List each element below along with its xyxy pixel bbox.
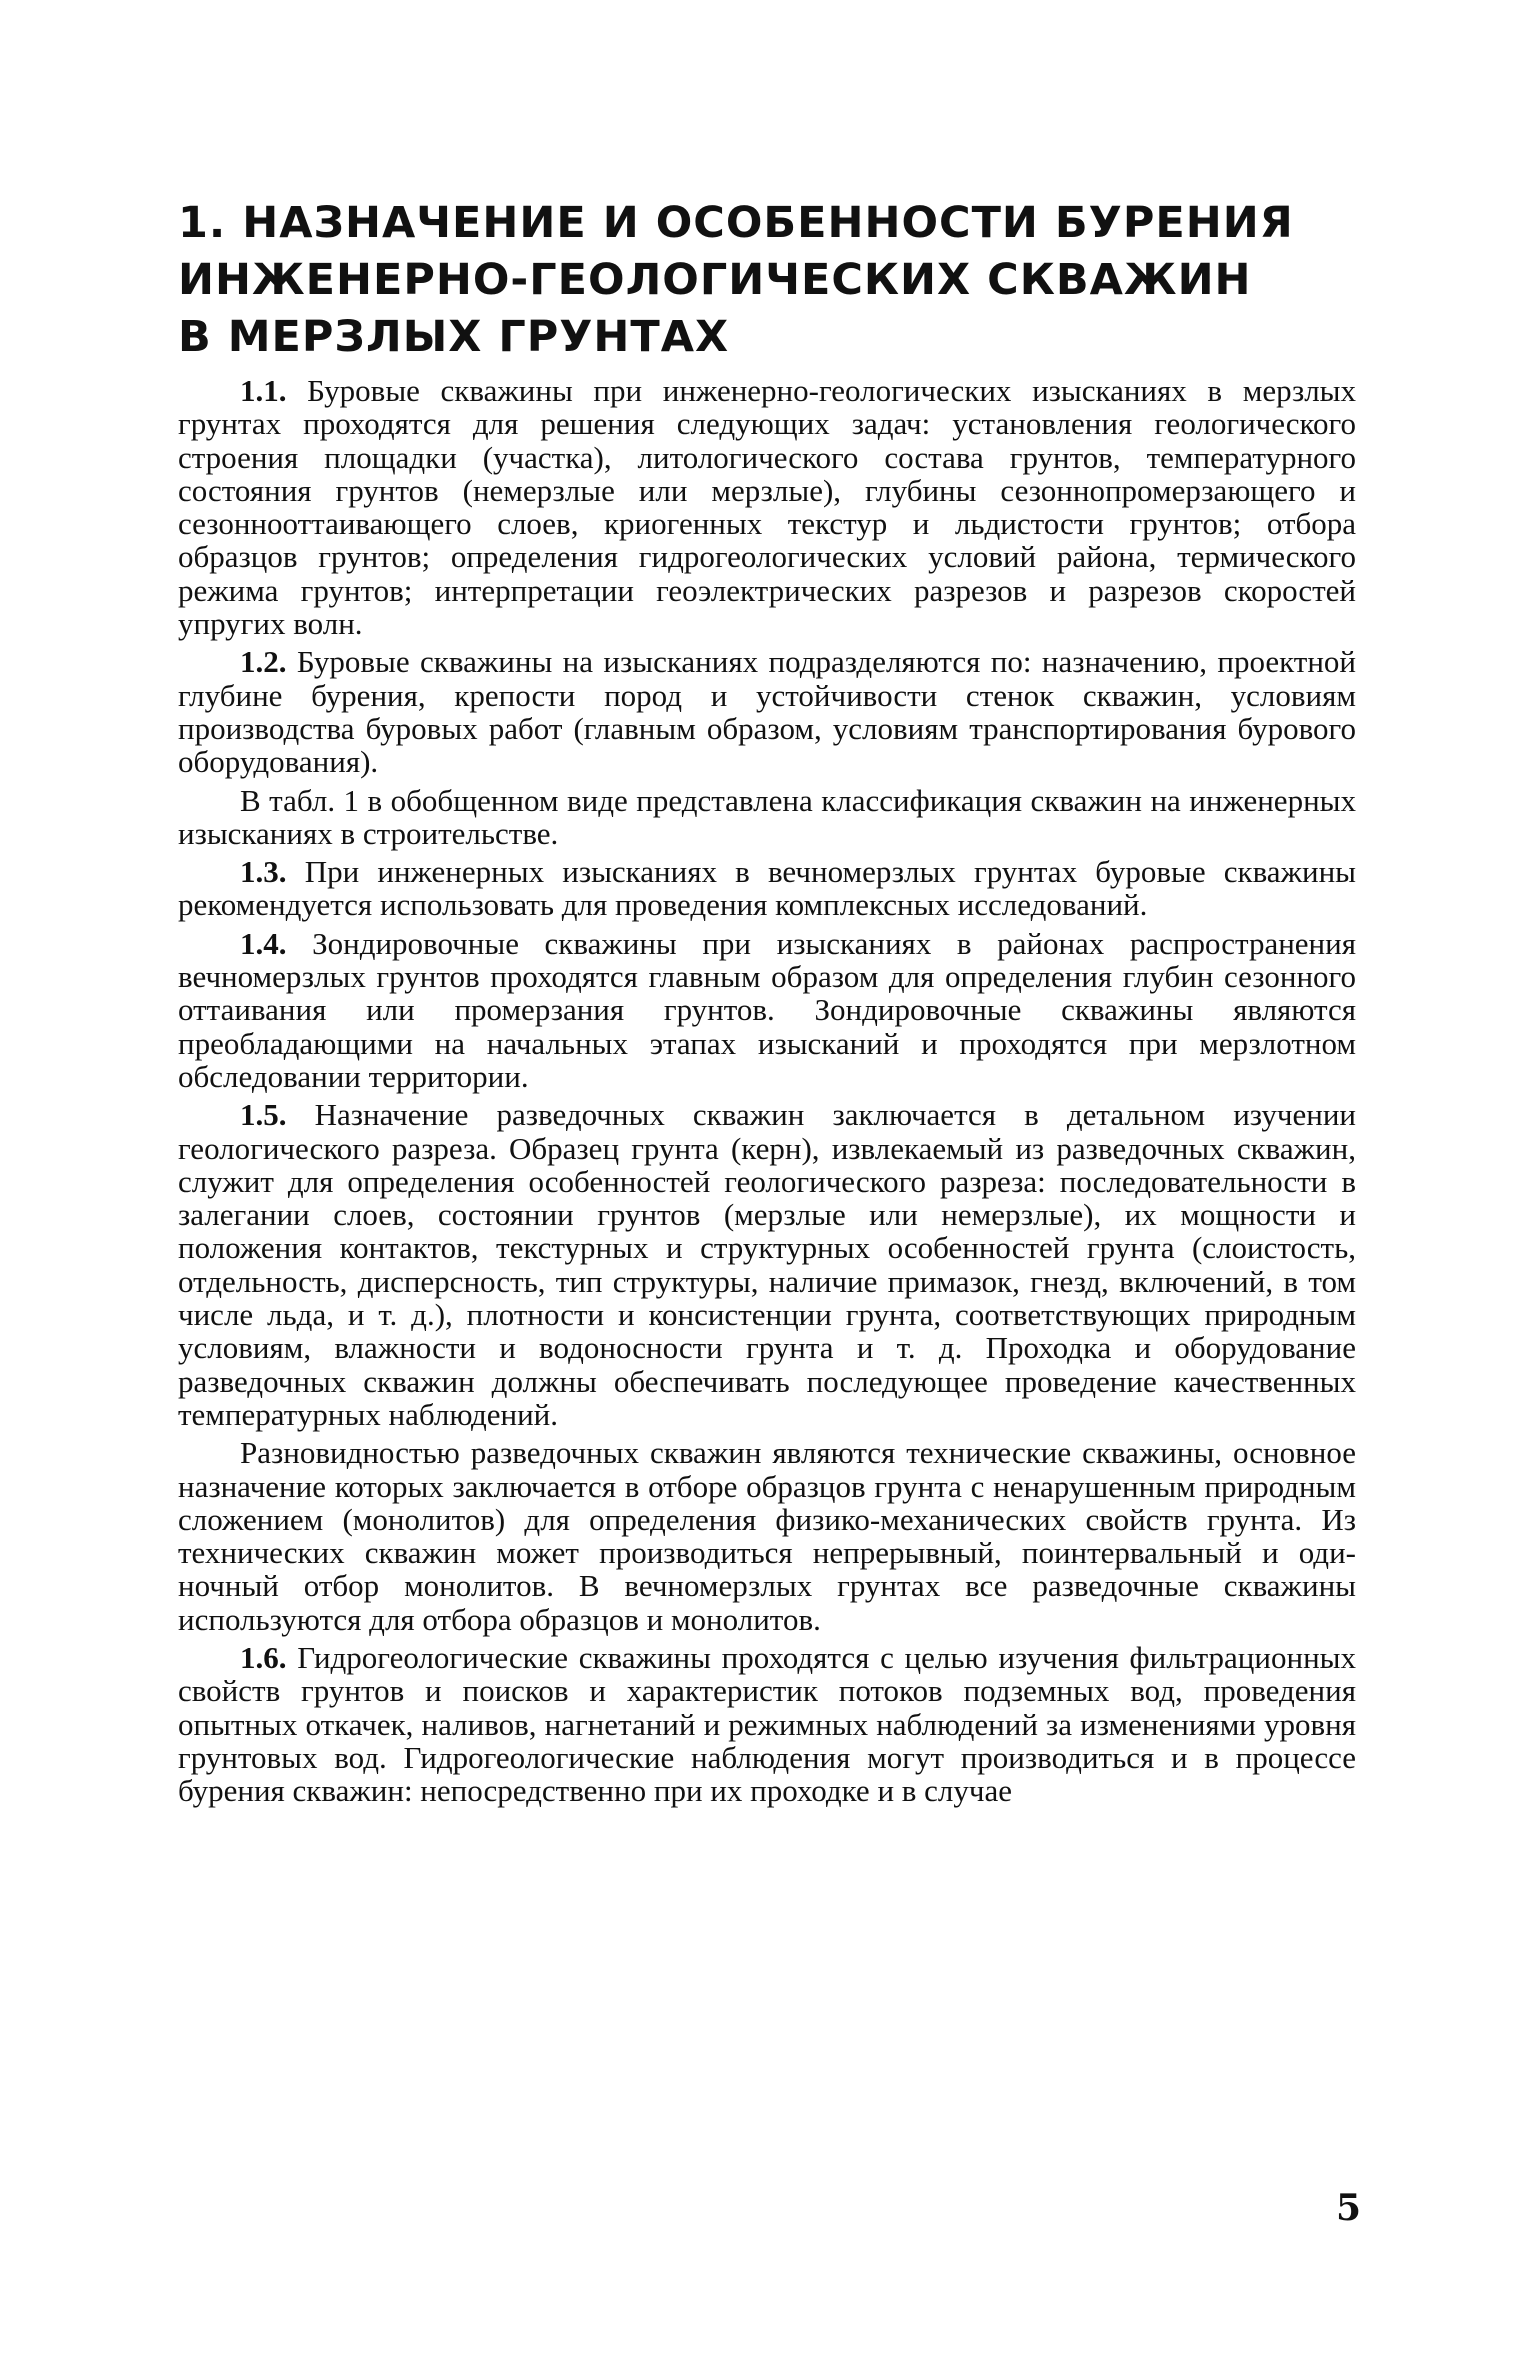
paragraph-text: Буровые скважины на изысканиях подразделяются по: назначению, проектной глубине бурения, крепости пород и устойчивости стенок скважин, условиям производства буровых работ (главным образом, условиям транспортирования бурового оборудования). [178, 644, 1356, 780]
body-text [178, 374, 1356, 1812]
paragraph-technical-wells [178, 1436, 1356, 1636]
paragraph-table-reference [178, 784, 1356, 851]
paragraph-text: Назначение разведочных скважин заключается в детальном изучении геологического разреза. Образец грунта (керн), извлекаемый из разведочных скважин, служит для определения особенностей геологического разреза: последовательности в залегании слоев, состоянии грунтов (мерзлые или немерзлые), их мощности и положения контактов, текстурных и структурных особенностей грунта (слоистость, отдельность, дисперсность, тип структуры, наличие примазок, гнезд, включений, в том числе льда, и т. д.), плотности и консистенции грунта, соответствующих природным условиям, влажности и водоносности грунта и т. д. Проходка и оборудование разведочных скважин должны обеспечивать последующее проведение качественных температурных наблюдений. [178, 1097, 1357, 1432]
paragraph-text: Буровые скважины при инженерно-геологических изысканиях в мерзлых грунтах проходятся для решения следующих задач: установления геологического строения площадки (участка), литологического состава грунтов, температурного состояния грунтов (немерзлые или мерзлые), глубины сезоннопромерзающего и сезоннооттаивающего слоев, криогенных текстур и льдистости грунтов; отбора образцов грунтов; определения гидрогеологических условий района, термического режима грунтов; интерпретации геоэлектрических разрезов и разрезов скоростей упругих волн. [178, 373, 1357, 642]
paragraph-number: 1.2. [240, 644, 287, 680]
paragraph-text: При инженерных изысканиях в вечномерзлых грунтах буровые скважины рекомендуется использовать для проведения комплексных исследований. [178, 854, 1356, 923]
paragraph-1-6 [178, 1641, 1356, 1807]
paragraph-1-1 [178, 374, 1356, 640]
section-title-line-2: ИНЖЕНЕРНО-ГЕОЛОГИЧЕСКИХ СКВАЖИН [178, 255, 1252, 305]
paragraph-text: Зондировочные скважины при изысканиях в районах распространения вечномерзлых грунтов проходятся главным образом для определения глубин сезонного оттаивания или промерзания грунтов. Зондировочные скважины являются преобладающими на начальных этапах изысканий и проходятся при мерзлотном обследовании территории. [178, 925, 1356, 1094]
section-title-line-3: В МЕРЗЛЫХ ГРУНТАХ [178, 312, 730, 362]
paragraph-number: 1.1. [240, 373, 287, 408]
paragraph-1-4 [178, 927, 1356, 1093]
paragraph-1-5 [178, 1098, 1356, 1431]
paragraph-number: 1.4. [240, 925, 287, 961]
paragraph-text: Разновидностью разведочных скважин являются технические скважины, основное назначение которых заключается в отборе образцов грунта с ненарушенным природным сложением (монолитов) для определения физико-механических свойств грунта. Из технических скважин может производиться непрерывный, поинтервальный и одиночный отбор монолитов. В вечномерзлых грунтах все разведочные скважины используются для отбора образцов и монолитов. [178, 1435, 1356, 1637]
paragraph-text: Гидрогеологические скважины проходятся с целью изучения фильтрационных свойств грунтов и поисков и характеристик потоков подземных вод, проведения опытных откачек, наливов, нагнетаний и режимных наблюдений за изменениями уровня грунтовых вод. Гидрогеологические наблюдения могут производиться и в процессе бурения скважин: непосредственно при их проходке и в случае [178, 1639, 1356, 1809]
page-number: 5 [1336, 2187, 1362, 2229]
section-title-line-1: 1. НАЗНАЧЕНИЕ И ОСОБЕННОСТИ БУРЕНИЯ [178, 198, 1294, 248]
section-title [178, 195, 1358, 366]
paragraph-number: 1.6. [240, 1639, 287, 1675]
paragraph-number: 1.5. [240, 1097, 287, 1133]
paragraph-1-3 [178, 855, 1356, 922]
paragraph-text: В табл. 1 в обобщенном виде представлена классификация скважин на инженерных изысканиях в строительстве. [178, 782, 1356, 851]
paragraph-number: 1.3. [240, 854, 287, 890]
paragraph-1-2 [178, 645, 1356, 778]
